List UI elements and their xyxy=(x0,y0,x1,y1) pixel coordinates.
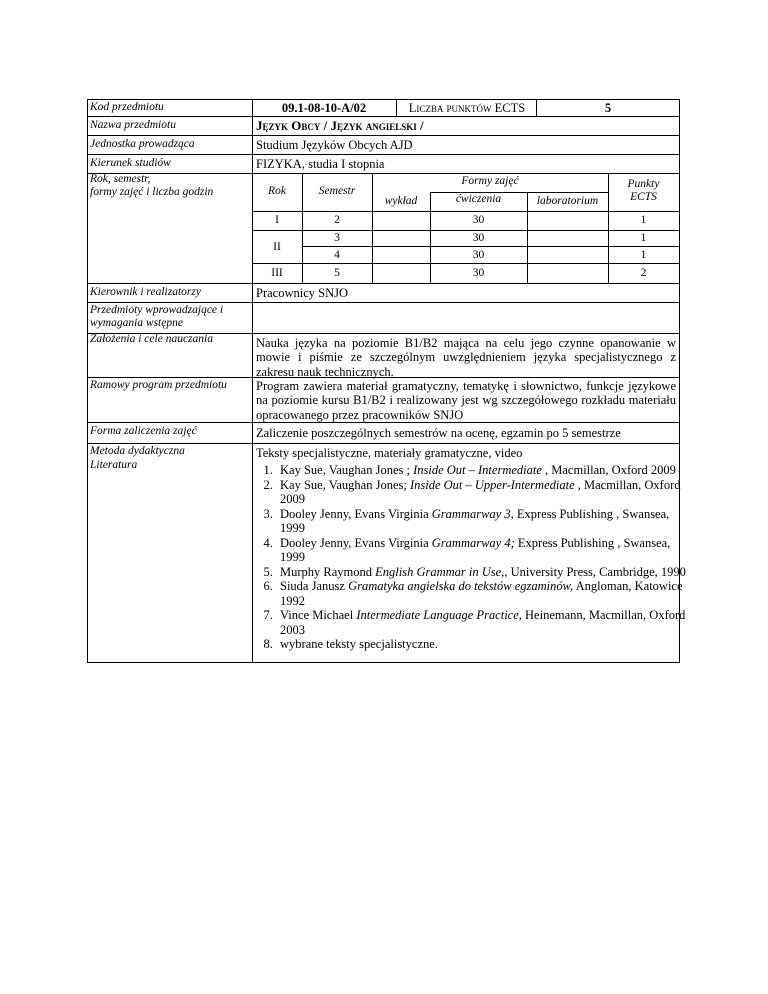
row4-semestr: 5 xyxy=(334,267,340,279)
row3-semestr: 4 xyxy=(334,249,340,261)
row1-rok: I xyxy=(275,214,279,226)
label-kierunek: Kierunek studiów xyxy=(90,157,171,169)
label-przedmioty-2: wymagania wstępne xyxy=(90,317,183,329)
jednostka-value: Studium Języków Obcych AJD xyxy=(256,138,413,152)
literature-item: 6. Siuda Janusz Gramatyka angielska do tekstów egzaminów, Angloman, Katowice 1992 xyxy=(276,579,696,608)
label-literatura: Literatura xyxy=(90,459,138,471)
label-jednostka: Jednostka prowadząca xyxy=(90,138,195,150)
literature-list xyxy=(258,463,696,652)
header-cwiczenia: ćwiczenia xyxy=(455,193,502,205)
header-punkty: Punkty xyxy=(627,178,660,190)
row4-cwiczenia: 30 xyxy=(472,267,485,279)
metoda-value: Teksty specjalistyczne, materiały gramatyczne, video xyxy=(256,446,523,460)
label-rok-semestr-1: Rok, semestr, xyxy=(90,173,151,185)
row2-ects: 1 xyxy=(640,232,647,244)
ects-label: Liczba punktów ECTS xyxy=(408,101,526,115)
header-laboratorium: laboratorium xyxy=(536,195,599,207)
course-code: 09.1-08-10-A/02 xyxy=(281,101,367,115)
ects-value: 5 xyxy=(604,101,612,115)
literature-item: 2. Kay Sue, Vaughan Jones; Inside Out – Upper-Intermediate , Macmillan, Oxford 2009 xyxy=(276,478,696,507)
ramowy-value: Program zawiera materiał gramatyczny, tematykę i słownictwo, funkcje językowe na poziomie kursu B1/B2 i realizowany jest wg szczegółowego rozkładu materiału opracowanego przez pracowników SNJO xyxy=(256,379,676,422)
label-nazwa-przedmiotu: Nazwa przedmiotu xyxy=(90,119,176,131)
literature-item: 1. Kay Sue, Vaughan Jones ; Inside Out – Intermediate , Macmillan, Oxford 2009 xyxy=(276,463,696,478)
row1-ects: 1 xyxy=(640,214,647,226)
row2-semestr: 3 xyxy=(334,232,340,244)
kierunek-value: FIZYKA, studia I stopnia xyxy=(256,157,385,171)
course-name: Język Obcy / Język angielski / xyxy=(256,118,424,133)
label-metoda: Metoda dydaktyczna xyxy=(90,445,185,457)
literature-item: 8. wybrane teksty specjalistyczne. xyxy=(276,637,696,652)
row2-rok: II xyxy=(273,241,281,253)
label-przedmioty-1: Przedmioty wprowadzające i xyxy=(90,304,224,316)
label-forma-zaliczenia: Forma zaliczenia zajęć xyxy=(90,425,197,437)
header-rok: Rok xyxy=(268,185,286,197)
literature-item: 7. Vince Michael Intermediate Language Practice, Heinemann, Macmillan, Oxford 2003 xyxy=(276,608,696,637)
header-formy-zajec: Formy zajęć xyxy=(461,175,519,187)
forma-value: Zaliczenie poszczególnych semestrów na ocenę, egzamin po 5 semestrze xyxy=(256,426,621,440)
row4-rok: III xyxy=(271,267,283,279)
row3-cwiczenia: 30 xyxy=(472,249,485,261)
label-zalozenia: Założenia i cele nauczania xyxy=(90,333,213,345)
header-wyklad: wykład xyxy=(384,195,418,207)
label-ramowy-program: Ramowy program przedmiotu xyxy=(90,379,227,391)
label-rok-semestr-2: formy zajęć i liczba godzin xyxy=(90,186,214,198)
row2-cwiczenia: 30 xyxy=(472,232,485,244)
header-ects: ECTS xyxy=(630,191,657,203)
kierownik-value: Pracownicy SNJO xyxy=(256,286,349,300)
literature-item: 5. Murphy Raymond English Grammar in Use,, University Press, Cambridge, 1990 xyxy=(276,565,696,580)
zalozenia-value: Nauka języka na poziomie B1/B2 mająca na celu jego czynne opanowanie w mowie i piśmie ze szczególnym uwzględnieniem języka specjalistycznego z zakresu nauk technicznych. xyxy=(256,336,676,379)
row1-cwiczenia: 30 xyxy=(472,214,485,226)
row4-ects: 2 xyxy=(640,267,647,279)
row1-semestr: 2 xyxy=(334,214,340,226)
literature-item: 4. Dooley Jenny, Evans Virginia Grammarway 4; Express Publishing , Swansea, 1999 xyxy=(276,536,696,565)
label-kierownik: Kierownik i realizatorzy xyxy=(90,286,201,298)
header-semestr: Semestr xyxy=(318,185,356,197)
literature-item: 3. Dooley Jenny, Evans Virginia Grammarway 3, Express Publishing , Swansea, 1999 xyxy=(276,507,696,536)
label-kod-przedmiotu: Kod przedmiotu xyxy=(90,101,164,113)
row3-ects: 1 xyxy=(640,249,647,261)
